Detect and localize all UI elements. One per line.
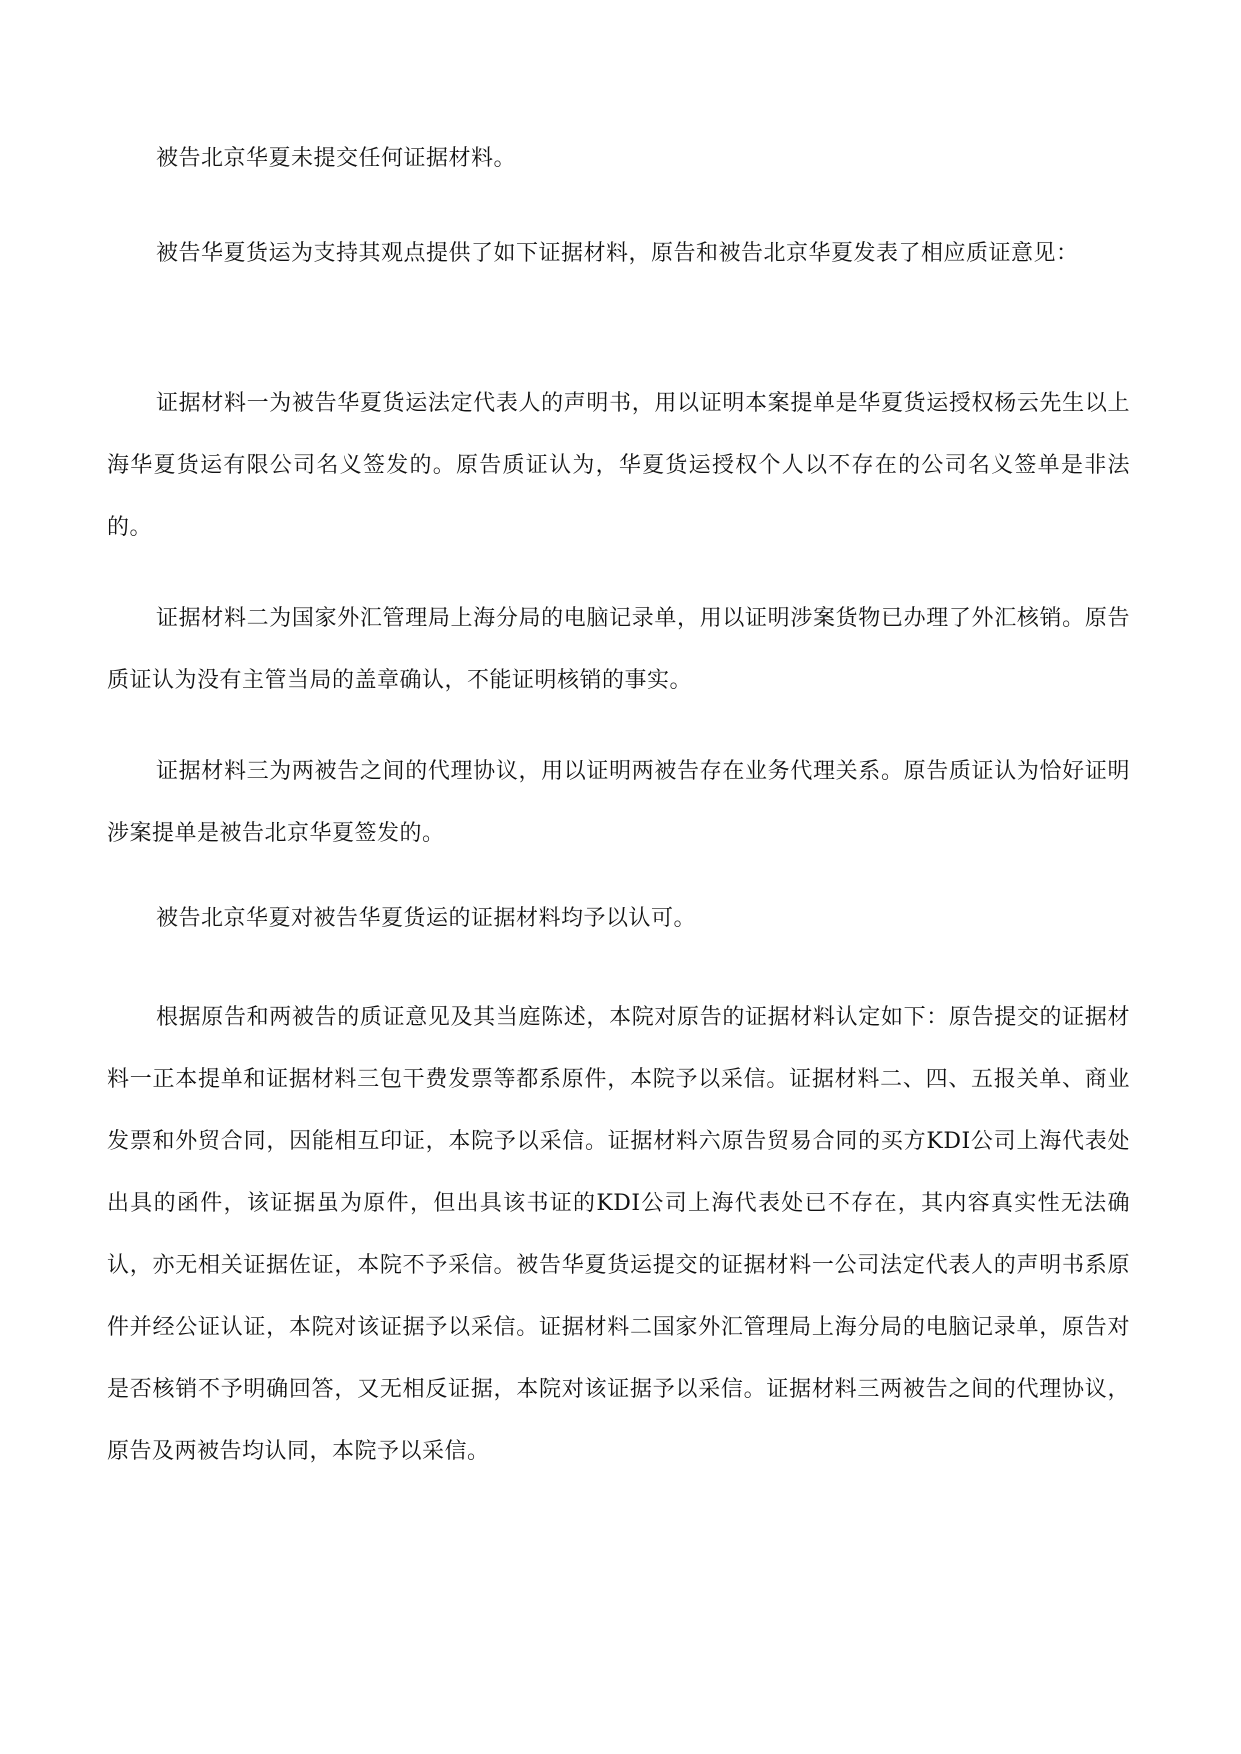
paragraph-4: 证据材料二为国家外汇管理局上海分局的电脑记录单，用以证明涉案货物已办理了外汇核销。原告质证认为没有主管当局的盖章确认，不能证明核销的事实。	[107, 606, 1130, 693]
paragraph-2: 被告华夏货运为支持其观点提供了如下证据材料，原告和被告北京华夏发表了相应质证意见：	[156, 241, 1079, 266]
paragraph-3: 证据材料一为被告华夏货运法定代表人的声明书，用以证明本案提单是华夏货运授权杨云先生以上海华夏货运有限公司名义签发的。原告质证认为，华夏货运授权个人以不存在的公司名义签单是非法的。	[107, 391, 1130, 540]
paragraph-6: 被告北京华夏对被告华夏货运的证据材料均予以认可。	[156, 906, 697, 931]
paragraph-7: 根据原告和两被告的质证意见及其当庭陈述，本院对原告的证据材料认定如下：原告提交的证据材料一正本提单和证据材料三包干费发票等都系原件，本院予以采信。证据材料二、四、五报关单、商业发票和外贸合同，因能相互印证，本院予以采信。证据材料六原告贸易合同的买方KDI公司上海代表处出具的函件，该证据虽为原件，但出具该书证的KDI公司上海代表处已不存在，其内容真实性无法确认，亦无相关证据佐证，本院不予采信。被告华夏货运提交的证据材料一公司法定代表人的声明书系原件并经公证认证，本院对该证据予以采信。证据材料二国家外汇管理局上海分局的电脑记录单，原告对是否核销不予明确回答，又无相反证据，本院对该证据予以采信。证据材料三两被告之间的代理协议，原告及两被告均认同，本院予以采信。	[107, 1005, 1130, 1464]
paragraph-1: 被告北京华夏未提交任何证据材料。	[156, 146, 517, 171]
paragraph-5: 证据材料三为两被告之间的代理协议，用以证明两被告存在业务代理关系。原告质证认为恰好证明涉案提单是被告北京华夏签发的。	[107, 759, 1130, 846]
